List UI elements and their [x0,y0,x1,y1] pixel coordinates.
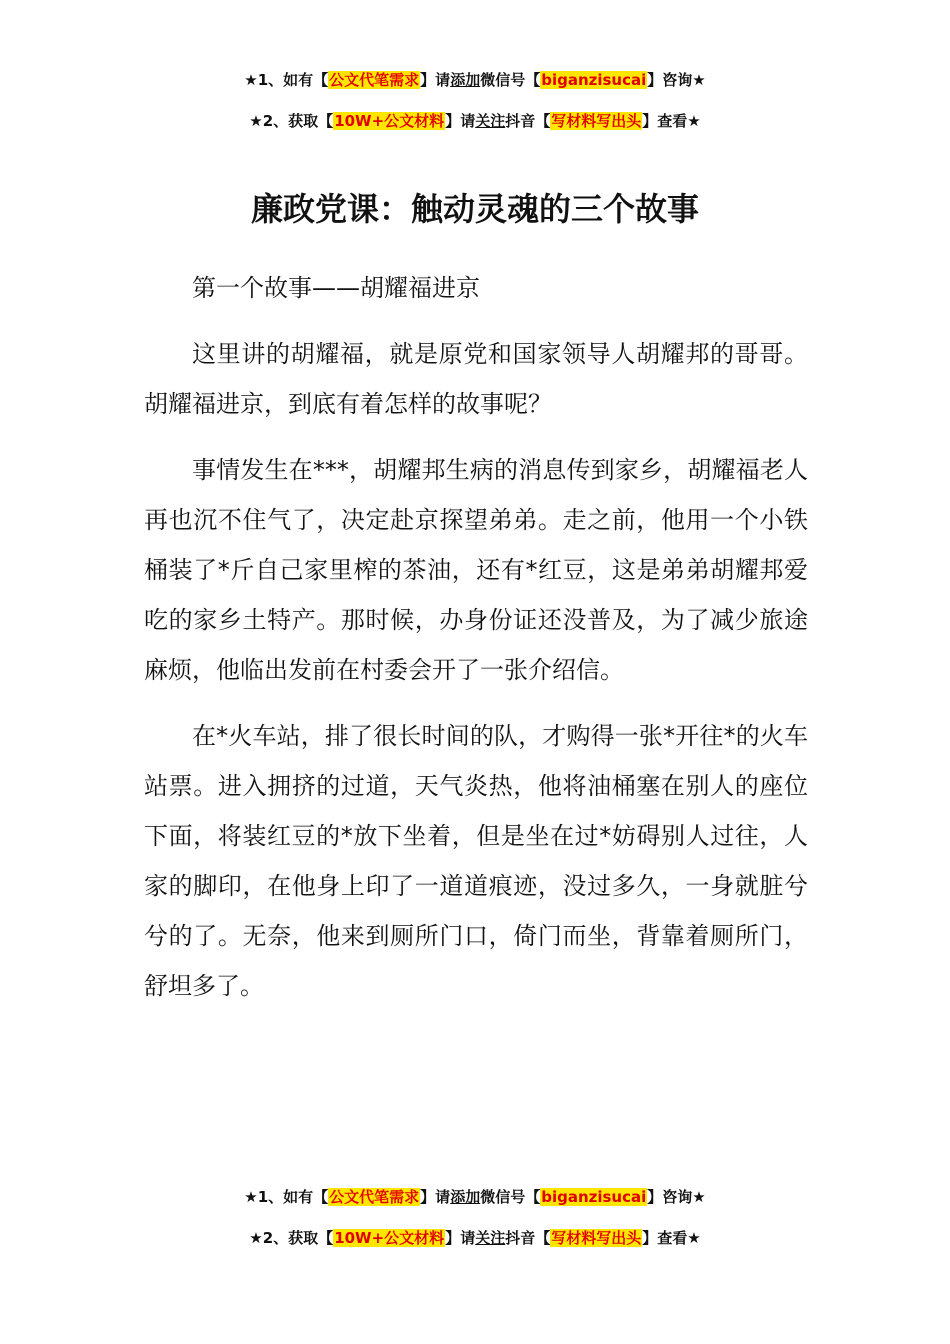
banner-text: ★2、获取【 [249,1229,334,1247]
banner-text: 】咨询★ [647,71,706,89]
banner-highlight: 10W+公文材料 [334,112,445,130]
banner-highlight: biganzisucai [541,71,647,89]
banner-text: 】请 [445,112,476,130]
banner-text: 抖音【 [505,1229,551,1247]
body-paragraph: 事情发生在***，胡耀邦生病的消息传到家乡，胡耀福老人再也沉不住气了，决定赴京探望弟弟。走之前，他用一个小铁桶装了*斤自己家里榨的茶油，还有*红豆，这是弟弟胡耀邦爱吃的家乡土特产。那时候，办身份证还没普及，为了减少旅途麻烦，他临出发前在村委会开了一张介绍信。 [144,456,808,684]
body-paragraph: 在*火车站，排了很长时间的队，才购得一张*开往*的火车站票。进入拥挤的过道，天气炎热，他将油桶塞在别人的座位下面，将装红豆的*放下坐着，但是坐在过*妨碍别人过往，人家的脚印，在他身上印了一道道痕迹，没过多久，一身就脏兮兮的了。无奈，他来到厕所门口，倚门而坐，背靠着厕所门，舒坦多了。 [144,722,808,1000]
document-body [144,263,808,1027]
body-paragraph: 这里讲的胡耀福，就是原党和国家领导人胡耀邦的哥哥。胡耀福进京，到底有着怎样的故事呢？ [144,340,808,418]
banner-text: ★1、如有【 [244,1188,329,1206]
banner-text: 抖音【 [505,112,551,130]
banner-highlight: biganzisucai [541,1188,647,1206]
top-banner-line-1 [0,70,950,90]
banner-highlight: 写材料写出头 [551,1229,642,1247]
banner-text: 】请 [420,71,451,89]
banner-text: 】请 [445,1229,476,1247]
banner-text: 微信号【 [480,71,541,89]
banner-text: 】查看★ [642,112,701,130]
banner-underlined-text: 关注 [475,1229,506,1247]
banner-text: 】请 [420,1188,451,1206]
banner-underlined-text: 添加 [450,71,481,89]
top-banner-line-2 [0,111,950,131]
section-subheading: 第一个故事——胡耀福进京 [192,274,480,302]
banner-highlight: 10W+公文材料 [334,1229,445,1247]
banner-text: ★2、获取【 [249,112,334,130]
document-title: 廉政党课：触动灵魂的三个故事 [250,190,699,228]
banner-highlight: 公文代笔需求 [329,1188,420,1206]
banner-highlight: 写材料写出头 [551,112,642,130]
banner-text: 微信号【 [480,1188,541,1206]
banner-underlined-text: 关注 [475,112,506,130]
banner-text: ★1、如有【 [244,71,329,89]
bottom-banner-line-2 [0,1228,950,1248]
banner-highlight: 公文代笔需求 [329,71,420,89]
banner-text: 】咨询★ [647,1188,706,1206]
banner-text: 】查看★ [642,1229,701,1247]
bottom-banner-line-1 [0,1187,950,1207]
banner-underlined-text: 添加 [450,1188,481,1206]
